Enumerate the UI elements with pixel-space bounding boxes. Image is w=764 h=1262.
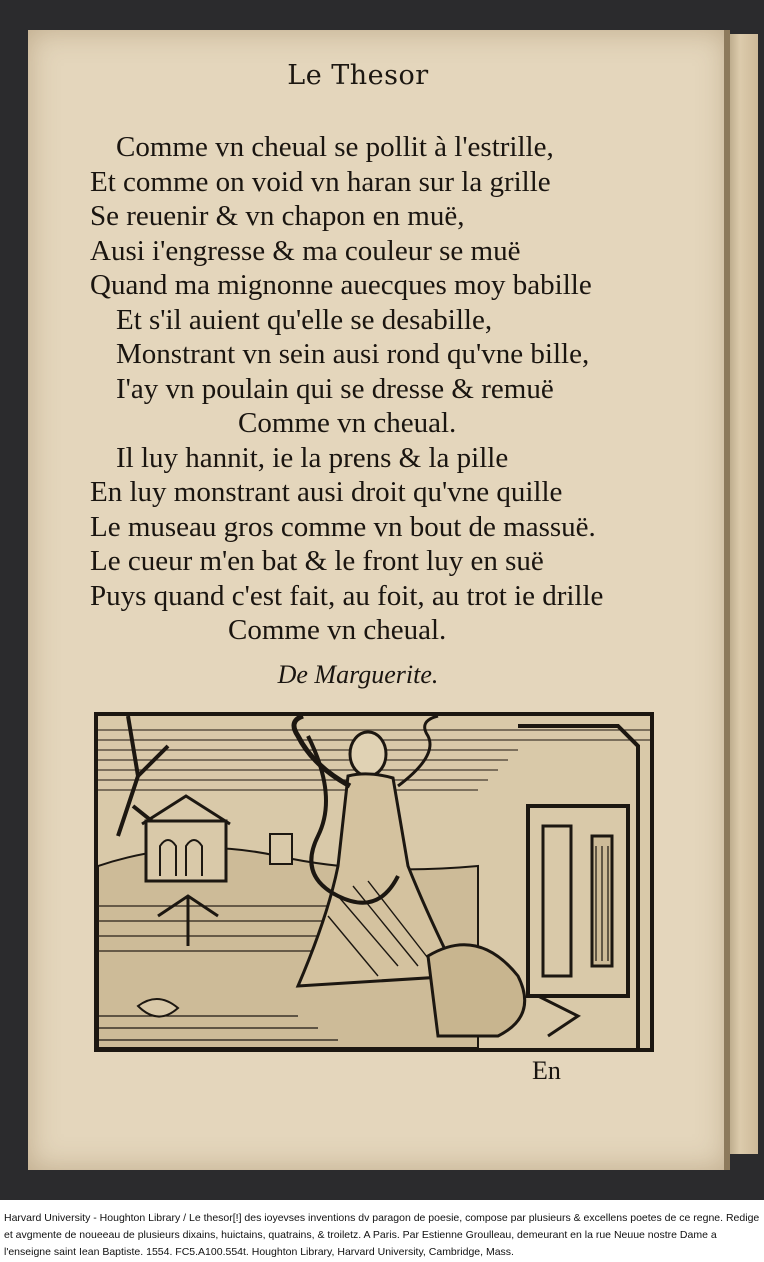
section-title: De Marguerite.	[277, 660, 439, 689]
book-page	[28, 30, 728, 1170]
source-caption: Harvard University - Houghton Library / Le thesor[!] des ioyevses inventions dv paragon de poesie, compose par plusieurs & excellens poetes de ce regne. Redige et avgmente de noueeau de plusieurs dixains, huictains, quatrains, & troiletz. A Paris. Par Estienne Groulleau, demeurant en la rue Neuue nostre Dame a l'enseigne saint Iean Baptiste. 1554. FC5.A100.554t. Houghton Library, Harvard University, Cambridge, Mass.	[4, 1212, 760, 1258]
verse-line: Quand ma mignonne auecques moy babille	[90, 269, 592, 301]
verse-line: Comme vn cheual.	[228, 614, 447, 646]
verse-line: Et s'il auient qu'elle se desabille,	[116, 303, 493, 336]
verse-block	[90, 130, 710, 648]
verse-line: Il luy hannit, ie la prens & la pille	[116, 441, 509, 474]
verse-line: Et comme on void vn haran sur la grille	[90, 165, 551, 198]
verse-line: Se reuenir & vn chapon en muë,	[90, 200, 465, 232]
verse-line: I'ay vn poulain qui se dresse & remuë	[116, 372, 554, 405]
facing-page-edge	[728, 34, 758, 1154]
verse-line: Ausi i'engresse & ma couleur se muë	[90, 234, 521, 267]
verse-line: Le museau gros comme vn bout de massuë.	[90, 510, 596, 543]
catchword: En	[532, 1056, 561, 1085]
woodcut-illustration-icon	[94, 712, 654, 1052]
verse-line: Comme vn cheual.	[238, 407, 457, 439]
woodcut-drawing	[98, 716, 650, 1048]
gutter-shadow	[724, 30, 730, 1170]
verse-line: En luy monstrant ausi droit qu'vne quille	[90, 476, 563, 508]
verse-line: Comme vn cheual se pollit à l'estrille,	[116, 131, 554, 163]
verse-line: Monstrant vn sein ausi rond qu'vne bille,	[116, 338, 590, 370]
verse-line: Puys quand c'est fait, au foit, au trot ie drille	[90, 579, 604, 612]
running-head: Le Thesor	[287, 60, 429, 91]
verse-line: Le cueur m'en bat & le front luy en suë	[90, 545, 544, 577]
